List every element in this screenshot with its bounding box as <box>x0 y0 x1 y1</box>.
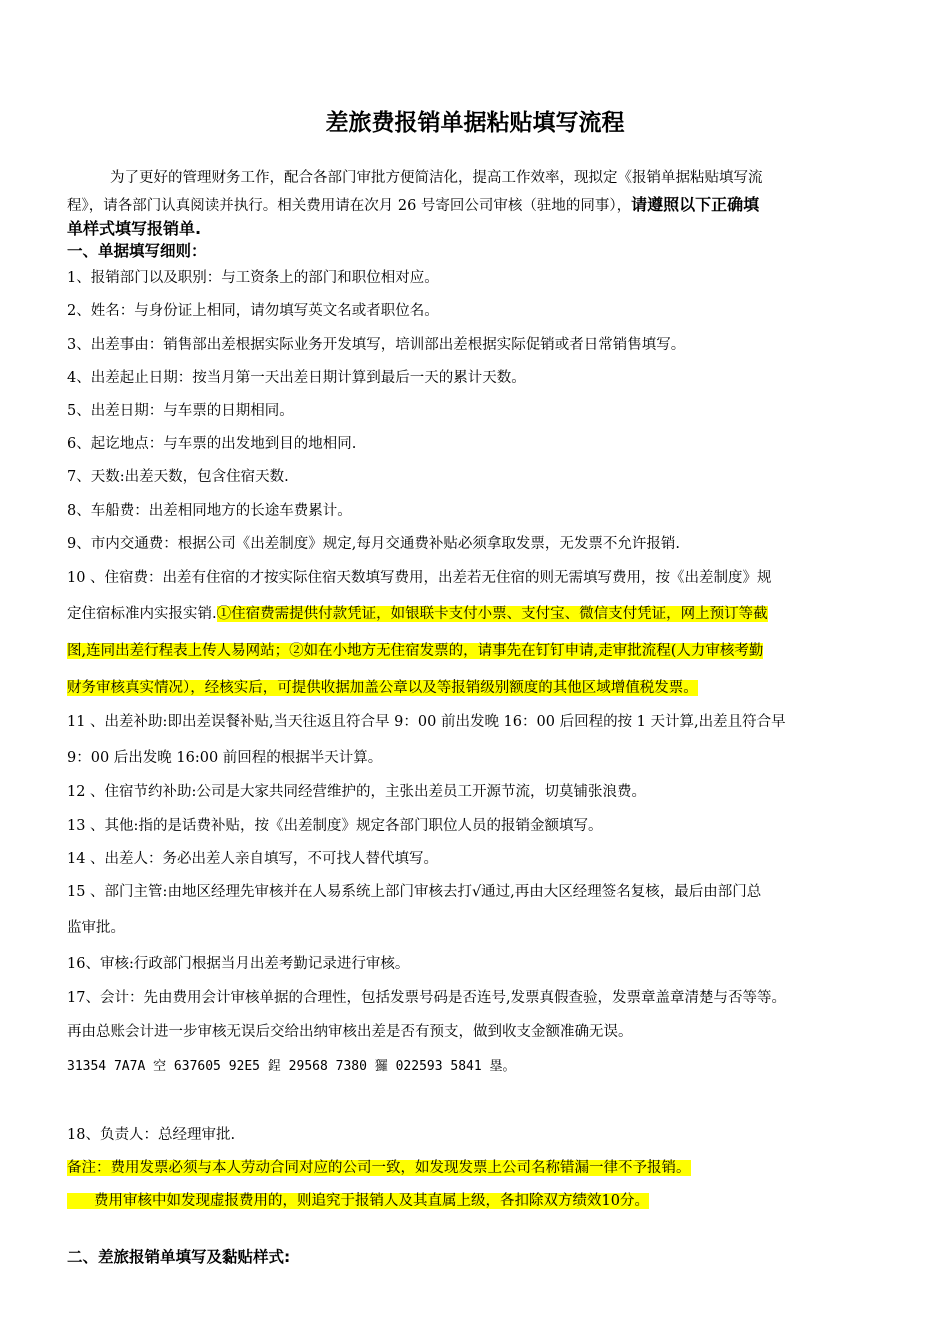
item-5: 5、出差日期：与车票的日期相同。 <box>67 403 294 419</box>
item-2: 2、姓名：与身份证上相同，请勿填写英文名或者职位名。 <box>67 303 439 319</box>
item-7: 7、天数:出差天数，包含住宿天数. <box>67 469 289 485</box>
item-1: 1、报销部门以及职别：与工资条上的部门和职位相对应。 <box>67 270 439 286</box>
item-10-line-2a: 定住宿标准内实报实销. <box>67 606 217 622</box>
item-9: 9、市内交通费：根据公司《出差制度》规定,每月交通费补贴必须拿取发票，无发票不允许报销. <box>67 536 680 552</box>
item-15-line-2: 监审批。 <box>67 920 125 936</box>
item-17-line-1: 17、会计：先由费用会计审核单据的合理性，包括发票号码是否连号,发票真假查验，发票章盖章清楚与否等等。 <box>67 990 787 1006</box>
item-10-line-3 <box>67 641 763 661</box>
item-10-highlight-2b: ①住宿费需提供付款凭证，如银联卡支付小票、支付宝、微信支付凭证，网上预订等截 <box>216 606 768 622</box>
item-10-line-4 <box>67 678 698 698</box>
item-6: 6、起讫地点：与车票的出发地到目的地相同. <box>67 436 357 452</box>
item-13: 13 、其他:指的是话费补贴，按《出差制度》规定各部门职位人员的报销金额填写。 <box>67 818 603 834</box>
intro-line-3-bold: 单样式填写报销单. <box>67 219 202 238</box>
item-11-line-1: 11 、出差补助:即出差误餐补贴,当天往返且符合早 9：00 前出发晚 16：00 后回程的按 1 天计算,出差且符合早 <box>67 714 786 730</box>
note-2-highlight: 费用审核中如发现虚报费用的，则追究于报销人及其直属上级，各扣除双方绩效10分。 <box>67 1193 649 1209</box>
note-1-highlight: 备注：费用发票必须与本人劳动合同对应的公司一致，如发现发票上公司名称错漏一律不予报销。 <box>67 1160 691 1176</box>
item-10-line-1: 10 、住宿费：出差有住宿的才按实际住宿天数填写费用，出差若无住宿的则无需填写费用，按《出差制度》规 <box>67 570 772 586</box>
intro-line-2-bold: 请遵照以下正确填 <box>631 195 760 214</box>
note-2 <box>67 1191 649 1211</box>
intro-line-2-text: 程》，请各部门认真阅读并执行。相关费用请在次月 26 号寄回公司审核（驻地的同事）， <box>67 198 632 214</box>
section-2-heading: 二、差旅报销单填写及黏贴样式: <box>67 1248 291 1266</box>
item-15-line-1: 15 、部门主管:由地区经理先审核并在人易系统上部门审核去打√通过,再由大区经理签名复核，最后由部门总 <box>67 884 762 900</box>
code-line: 31354 7A7A 空 637605 92E5 鋥 29568 7380 玀 022593 5841 塁。 <box>67 1059 516 1074</box>
item-10-highlight-3: 图,连同出差行程表上传人易网站；②如在小地方无住宿发票的，请事先在钉钉申请,走审批流程(人力审核考勤 <box>67 643 764 659</box>
item-4: 4、出差起止日期：按当月第一天出差日期计算到最后一天的累计天数。 <box>67 370 526 386</box>
item-14: 14 、出差人：务必出差人亲自填写，不可找人替代填写。 <box>67 851 439 867</box>
page-title: 差旅费报销单据粘贴填写流程 <box>325 110 625 136</box>
intro-line-2 <box>67 195 759 216</box>
item-12: 12 、住宿节约补助:公司是大家共同经营维护的，主张出差员工开源节流，切莫铺张浪费。 <box>67 784 646 800</box>
item-3: 3、出差事由：销售部出差根据实际业务开发填写，培训部出差根据实际促销或者日常销售填写。 <box>67 337 686 353</box>
section-1-heading: 一、单据填写细则： <box>67 242 207 260</box>
item-18: 18、负责人：总经理审批. <box>67 1127 236 1143</box>
item-11-line-2: 9：00 后出发晚 16:00 前回程的根据半天计算。 <box>67 750 383 766</box>
item-16: 16、审核:行政部门根据当月出差考勤记录进行审核。 <box>67 956 410 972</box>
note-1 <box>67 1158 691 1178</box>
intro-line-1: 为了更好的管理财务工作，配合各部门审批方便简洁化，提高工作效率，现拟定《报销单据粘贴填写流 <box>110 170 763 186</box>
item-17-line-2: 再由总账会计进一步审核无误后交给出纳审核出差是否有预支，做到收支金额准确无误。 <box>67 1024 633 1040</box>
item-8: 8、车船费：出差相同地方的长途车费累计。 <box>67 503 352 519</box>
item-10-highlight-4: 财务审核真实情况），经核实后，可提供收据加盖公章以及等报销级别额度的其他区域增值税发票。 <box>67 680 698 696</box>
item-10-line-2 <box>67 604 768 624</box>
